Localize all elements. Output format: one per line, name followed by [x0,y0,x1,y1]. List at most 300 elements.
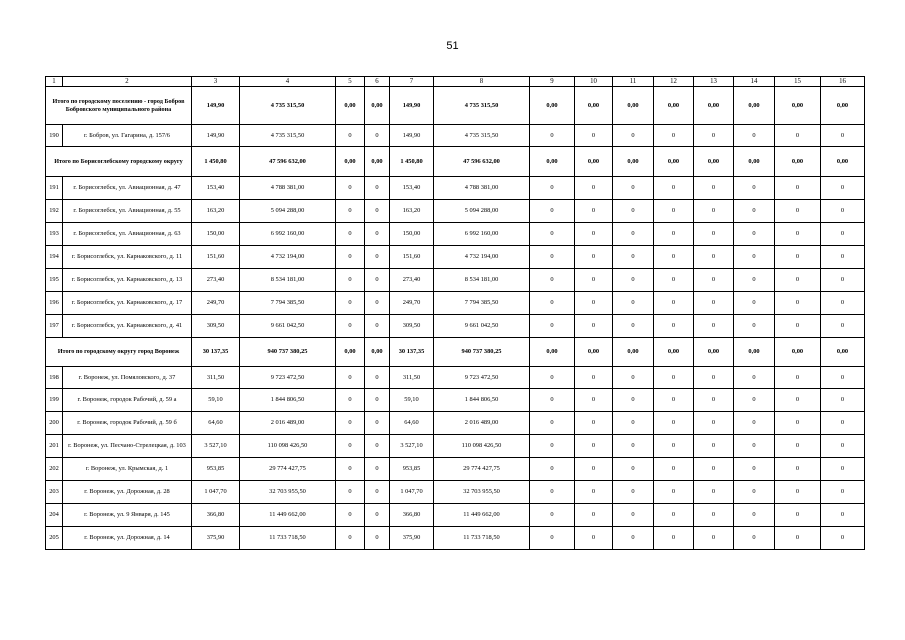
value-cell: 0 [694,125,734,147]
value-cell: 0 [530,125,575,147]
value-cell: 0 [336,125,365,147]
table-row [46,292,865,315]
value-cell: 0 [336,177,365,200]
value-cell: 0 [654,412,694,435]
value-cell: 0 [613,177,654,200]
value-cell: 0,00 [694,338,734,367]
value-cell: 0 [775,177,821,200]
value-cell: 110 098 426,50 [434,435,530,458]
value-cell: 0 [575,412,613,435]
value-cell: 311,50 [192,367,240,389]
value-cell: 0 [694,389,734,412]
address-cell: г. Борисоглебск, ул. Карнаковского, д. 41 [63,315,192,338]
row-number: 201 [46,435,63,458]
value-cell: 0 [654,200,694,223]
value-cell: 0 [694,458,734,481]
value-cell: 0 [654,367,694,389]
value-cell: 0 [821,481,865,504]
value-cell: 0 [734,292,775,315]
value-cell: 47 596 632,00 [240,147,336,177]
value-cell: 0 [575,504,613,527]
value-cell: 0,00 [530,338,575,367]
value-cell: 0 [821,125,865,147]
value-cell: 953,85 [192,458,240,481]
header-cell: 2 [63,77,192,87]
value-cell: 0 [365,177,390,200]
subtotal-name: Итого по городскому поселению - город Бобров Бобровского муниципального района [46,87,192,125]
value-cell: 0 [530,246,575,269]
value-cell: 0 [775,481,821,504]
value-cell: 0 [575,223,613,246]
value-cell: 0 [336,292,365,315]
value-cell: 0,00 [654,147,694,177]
value-cell: 0,00 [821,147,865,177]
value-cell: 0 [694,292,734,315]
value-cell: 0 [365,223,390,246]
value-cell: 11 449 662,00 [434,504,530,527]
value-cell: 0,00 [654,338,694,367]
value-cell: 0 [530,412,575,435]
value-cell: 0 [734,527,775,550]
value-cell: 0 [530,315,575,338]
value-cell: 0 [694,504,734,527]
value-cell: 0 [821,223,865,246]
value-cell: 0,00 [734,147,775,177]
value-cell: 0,00 [694,87,734,125]
value-cell: 0 [575,200,613,223]
value-cell: 0 [654,504,694,527]
value-cell: 0 [613,389,654,412]
value-cell: 0 [575,177,613,200]
value-cell: 0,00 [530,87,575,125]
address-cell: г. Борисоглебск, ул. Карнаковского, д. 11 [63,246,192,269]
value-cell: 0 [336,458,365,481]
value-cell: 0 [734,125,775,147]
value-cell: 0 [821,367,865,389]
value-cell: 0 [734,315,775,338]
value-cell: 59,10 [390,389,434,412]
value-cell: 0 [654,435,694,458]
value-cell: 0 [654,527,694,550]
value-cell: 0 [734,269,775,292]
value-cell: 0 [336,481,365,504]
value-cell: 149,90 [192,87,240,125]
value-cell: 0 [654,269,694,292]
value-cell: 0 [613,223,654,246]
value-cell: 0 [365,527,390,550]
value-cell: 0 [575,527,613,550]
value-cell: 0 [613,125,654,147]
value-cell: 7 794 385,50 [240,292,336,315]
row-number: 194 [46,246,63,269]
value-cell: 0,00 [365,87,390,125]
value-cell: 0 [365,292,390,315]
value-cell: 0 [694,315,734,338]
value-cell: 0 [336,527,365,550]
value-cell: 0,00 [734,338,775,367]
value-cell: 0,00 [613,87,654,125]
value-cell: 0 [775,200,821,223]
value-cell: 6 992 160,00 [434,223,530,246]
value-cell: 940 737 380,25 [434,338,530,367]
value-cell: 0,00 [575,147,613,177]
row-number: 191 [46,177,63,200]
header-cell: 4 [240,77,336,87]
value-cell: 0 [336,412,365,435]
value-cell: 0,00 [365,338,390,367]
value-cell: 0 [734,246,775,269]
value-cell: 0 [775,504,821,527]
address-cell: г. Воронеж, ул. Дорожная, д. 14 [63,527,192,550]
value-cell: 0 [613,481,654,504]
value-cell: 0 [365,315,390,338]
value-cell: 149,90 [390,125,434,147]
table-row [46,223,865,246]
value-cell: 0 [821,504,865,527]
value-cell: 0 [336,246,365,269]
header-cell: 16 [821,77,865,87]
value-cell: 366,80 [192,504,240,527]
row-number: 190 [46,125,63,147]
table-row [46,177,865,200]
value-cell: 59,10 [192,389,240,412]
value-cell: 4 735 315,50 [240,87,336,125]
value-cell: 0 [530,435,575,458]
value-cell: 0 [821,389,865,412]
value-cell: 0 [336,504,365,527]
value-cell: 0 [613,269,654,292]
value-cell: 0 [775,125,821,147]
value-cell: 9 661 042,50 [434,315,530,338]
value-cell: 3 527,10 [192,435,240,458]
value-cell: 1 844 806,50 [434,389,530,412]
value-cell: 150,00 [192,223,240,246]
value-cell: 0 [336,389,365,412]
address-cell: г. Воронеж, городок Рабочий, д. 59 б [63,412,192,435]
value-cell: 0 [775,458,821,481]
value-cell: 0 [734,504,775,527]
table-row [46,481,865,504]
value-cell: 0,00 [530,147,575,177]
value-cell: 0 [694,367,734,389]
value-cell: 0 [575,435,613,458]
value-cell: 47 596 632,00 [434,147,530,177]
value-cell: 150,00 [390,223,434,246]
value-cell: 0,00 [575,87,613,125]
value-cell: 0 [613,200,654,223]
value-cell: 151,60 [390,246,434,269]
value-cell: 153,40 [192,177,240,200]
value-cell: 0 [654,246,694,269]
value-cell: 0 [654,177,694,200]
value-cell: 0 [365,246,390,269]
value-cell: 0 [821,246,865,269]
value-cell: 0 [734,200,775,223]
header-cell: 13 [694,77,734,87]
value-cell: 0 [775,389,821,412]
value-cell: 9 661 042,50 [240,315,336,338]
value-cell: 0 [821,435,865,458]
row-number: 200 [46,412,63,435]
value-cell: 309,50 [390,315,434,338]
value-cell: 29 774 427,75 [240,458,336,481]
value-cell: 0 [575,246,613,269]
value-cell: 0 [365,481,390,504]
value-cell: 8 534 181,00 [240,269,336,292]
value-cell: 0 [613,412,654,435]
value-cell: 0 [575,269,613,292]
value-cell: 0 [654,481,694,504]
value-cell: 7 794 385,50 [434,292,530,315]
value-cell: 149,90 [390,87,434,125]
value-cell: 0 [734,177,775,200]
value-cell: 0 [530,389,575,412]
value-cell: 0 [694,200,734,223]
value-cell: 0 [336,367,365,389]
value-cell: 0 [694,223,734,246]
table-header-row [46,77,865,87]
value-cell: 0 [336,200,365,223]
value-cell: 0 [575,292,613,315]
value-cell: 0 [613,292,654,315]
value-cell: 0 [575,481,613,504]
value-cell: 0 [821,200,865,223]
value-cell: 151,60 [192,246,240,269]
value-cell: 4 732 194,00 [434,246,530,269]
table-row [46,315,865,338]
value-cell: 273,40 [192,269,240,292]
subtotal-name: Итого по Борисоглебскому городскому округу [46,147,192,177]
value-cell: 0 [654,458,694,481]
value-cell: 9 723 472,50 [434,367,530,389]
value-cell: 32 703 955,50 [434,481,530,504]
table-row [46,458,865,481]
value-cell: 0 [775,412,821,435]
value-cell: 0 [694,412,734,435]
value-cell: 0 [336,435,365,458]
value-cell: 30 137,35 [390,338,434,367]
value-cell: 0 [734,412,775,435]
header-cell: 1 [46,77,63,87]
table-body [46,77,865,550]
value-cell: 0 [775,223,821,246]
value-cell: 0 [775,292,821,315]
row-number: 193 [46,223,63,246]
page-number: 51 [446,40,459,52]
row-number: 196 [46,292,63,315]
address-cell: г. Борисоглебск, ул. Карнаковского, д. 17 [63,292,192,315]
value-cell: 0,00 [613,147,654,177]
value-cell: 0 [694,435,734,458]
value-cell: 9 723 472,50 [240,367,336,389]
value-cell: 2 016 489,00 [434,412,530,435]
table-row [46,367,865,389]
value-cell: 0 [575,367,613,389]
value-cell: 0,00 [775,147,821,177]
row-number: 199 [46,389,63,412]
value-cell: 1 047,70 [192,481,240,504]
address-cell: г. Борисоглебск, ул. Авиационная, д. 47 [63,177,192,200]
value-cell: 940 737 380,25 [240,338,336,367]
row-number: 197 [46,315,63,338]
value-cell: 64,60 [390,412,434,435]
table-row [46,435,865,458]
value-cell: 0,00 [654,87,694,125]
row-number: 203 [46,481,63,504]
value-cell: 1 047,70 [390,481,434,504]
row-number: 195 [46,269,63,292]
value-cell: 0 [365,435,390,458]
address-cell: г. Воронеж, городок Рабочий, д. 59 а [63,389,192,412]
value-cell: 3 527,10 [390,435,434,458]
value-cell: 0 [575,125,613,147]
value-cell: 0 [775,435,821,458]
value-cell: 5 094 288,00 [434,200,530,223]
register-table [45,76,865,550]
value-cell: 0 [365,504,390,527]
value-cell: 0 [734,458,775,481]
value-cell: 0 [775,367,821,389]
value-cell: 0,00 [694,147,734,177]
value-cell: 0 [613,435,654,458]
table-row [46,246,865,269]
value-cell: 0,00 [336,338,365,367]
address-cell: г. Борисоглебск, ул. Карнаковского, д. 13 [63,269,192,292]
subtotal-row [46,87,865,125]
header-cell: 12 [654,77,694,87]
value-cell: 0 [613,246,654,269]
value-cell: 0 [530,177,575,200]
value-cell: 0 [530,367,575,389]
address-cell: г. Борисоглебск, ул. Авиационная, д. 63 [63,223,192,246]
value-cell: 0 [336,315,365,338]
value-cell: 110 098 426,50 [240,435,336,458]
value-cell: 0 [575,389,613,412]
subtotal-name: Итого по городскому округу город Воронеж [46,338,192,367]
value-cell: 0 [821,292,865,315]
value-cell: 0,00 [575,338,613,367]
row-number: 205 [46,527,63,550]
value-cell: 0,00 [365,147,390,177]
address-cell: г. Воронеж, ул. Дорожная, д. 28 [63,481,192,504]
value-cell: 0 [530,481,575,504]
value-cell: 1 450,80 [192,147,240,177]
value-cell: 0 [775,527,821,550]
row-number: 202 [46,458,63,481]
table-row [46,504,865,527]
value-cell: 0 [734,389,775,412]
value-cell: 0 [821,177,865,200]
value-cell: 11 449 662,00 [240,504,336,527]
value-cell: 0 [775,246,821,269]
value-cell: 0 [613,367,654,389]
header-cell: 5 [336,77,365,87]
header-cell: 7 [390,77,434,87]
value-cell: 0,00 [613,338,654,367]
row-number: 204 [46,504,63,527]
value-cell: 30 137,35 [192,338,240,367]
header-cell: 15 [775,77,821,87]
value-cell: 4 735 315,50 [434,87,530,125]
value-cell: 0 [694,481,734,504]
value-cell: 29 774 427,75 [434,458,530,481]
value-cell: 4 735 315,50 [240,125,336,147]
value-cell: 0 [821,315,865,338]
value-cell: 0 [734,223,775,246]
value-cell: 0 [613,527,654,550]
value-cell: 1 450,80 [390,147,434,177]
value-cell: 0 [365,458,390,481]
value-cell: 8 534 181,00 [434,269,530,292]
table-row [46,389,865,412]
value-cell: 375,90 [192,527,240,550]
value-cell: 2 016 489,00 [240,412,336,435]
value-cell: 0 [530,458,575,481]
value-cell: 1 844 806,50 [240,389,336,412]
value-cell: 0 [654,223,694,246]
value-cell: 0 [694,527,734,550]
value-cell: 0 [694,269,734,292]
row-number: 192 [46,200,63,223]
value-cell: 0 [530,223,575,246]
value-cell: 0 [530,292,575,315]
value-cell: 163,20 [390,200,434,223]
subtotal-row [46,338,865,367]
table-row [46,269,865,292]
header-cell: 11 [613,77,654,87]
value-cell: 0 [613,458,654,481]
value-cell: 0 [365,412,390,435]
value-cell: 0 [734,481,775,504]
value-cell: 4 732 194,00 [240,246,336,269]
value-cell: 0 [613,315,654,338]
value-cell: 0 [654,315,694,338]
value-cell: 0 [365,367,390,389]
address-cell: г. Воронеж, ул. Помяловского, д. 37 [63,367,192,389]
value-cell: 0 [821,269,865,292]
value-cell: 0 [575,315,613,338]
value-cell: 0 [654,125,694,147]
value-cell: 11 733 718,50 [434,527,530,550]
value-cell: 0 [365,200,390,223]
address-cell: г. Воронеж, ул. Крымская, д. 1 [63,458,192,481]
value-cell: 0 [530,527,575,550]
value-cell: 0,00 [734,87,775,125]
value-cell: 0 [821,527,865,550]
value-cell: 0,00 [336,87,365,125]
address-cell: г. Бобров, ул. Гагарина, д. 157/6 [63,125,192,147]
header-cell: 9 [530,77,575,87]
value-cell: 0 [775,315,821,338]
value-cell: 0 [530,504,575,527]
value-cell: 0,00 [336,147,365,177]
header-cell: 3 [192,77,240,87]
value-cell: 0,00 [821,87,865,125]
value-cell: 0 [734,435,775,458]
value-cell: 4 788 381,00 [434,177,530,200]
value-cell: 249,70 [192,292,240,315]
value-cell: 0 [336,223,365,246]
value-cell: 0 [775,269,821,292]
header-cell: 10 [575,77,613,87]
value-cell: 153,40 [390,177,434,200]
value-cell: 0 [694,177,734,200]
value-cell: 149,90 [192,125,240,147]
value-cell: 309,50 [192,315,240,338]
value-cell: 0 [365,125,390,147]
value-cell: 0 [575,458,613,481]
value-cell: 273,40 [390,269,434,292]
